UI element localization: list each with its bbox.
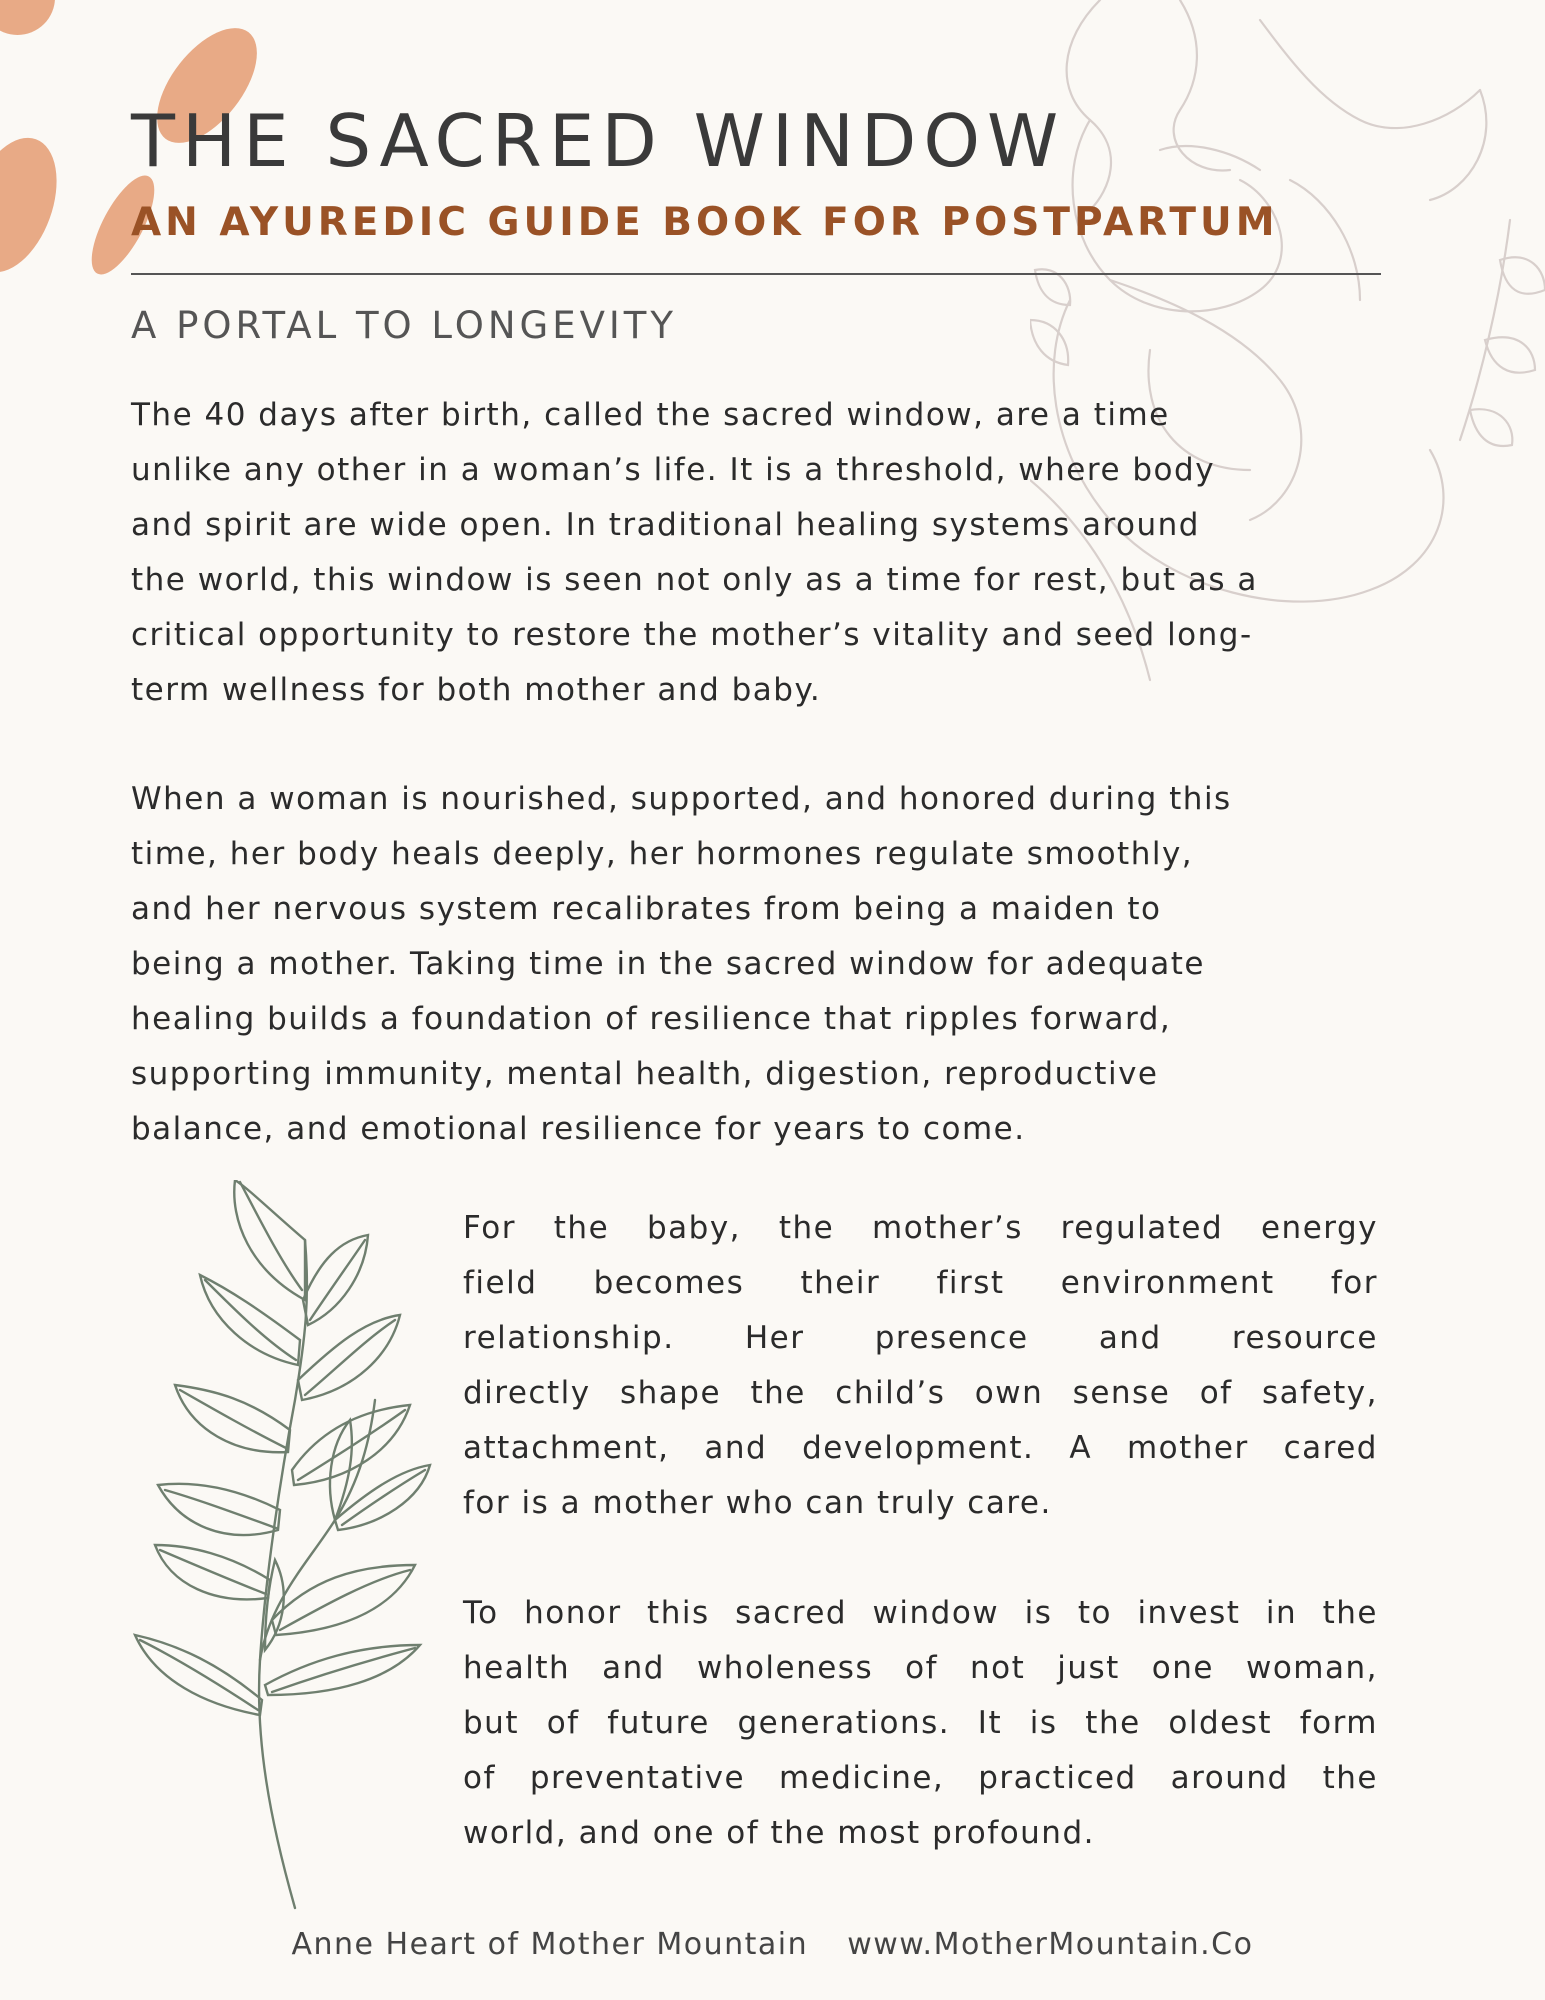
- paragraph-line: and her nervous system recalibrates from being a maiden to: [131, 891, 1162, 927]
- footer: [0, 1925, 1545, 1965]
- body-paragraph: [463, 1586, 1378, 1861]
- paragraph-line: balance, and emotional resilience for years to come.: [131, 1111, 1026, 1147]
- paragraph-line: but of future generations. It is the oldest form: [463, 1705, 1378, 1741]
- paragraph-line: the world, this window is seen not only as a time for rest, but as a: [131, 562, 1258, 598]
- paragraph-line: and spirit are wide open. In traditional healing systems around: [131, 507, 1200, 543]
- paragraph-line: healing builds a foundation of resilience that ripples forward,: [131, 1001, 1172, 1037]
- leaf-branch-icon: [120, 1180, 440, 1920]
- section-heading: A PORTAL TO LONGEVITY: [131, 304, 677, 347]
- paragraph-line: critical opportunity to restore the mother’s vitality and seed long-: [131, 617, 1253, 653]
- paragraph-line: supporting immunity, mental health, digestion, reproductive: [131, 1056, 1159, 1092]
- page-subtitle: AN AYUREDIC GUIDE BOOK FOR POSTPARTUM: [131, 200, 1279, 245]
- paragraph-line: unlike any other in a woman’s life. It is a threshold, where body: [131, 452, 1216, 488]
- paragraph-line: When a woman is nourished, supported, and honored during this: [131, 781, 1232, 817]
- title-divider: [131, 273, 1381, 275]
- body-paragraph: [131, 388, 1421, 718]
- paragraph-line: relationship. Her presence and resource: [463, 1320, 1378, 1356]
- paragraph-line: directly shape the child’s own sense of safety,: [463, 1375, 1378, 1411]
- paragraph-line: The 40 days after birth, called the sacred window, are a time: [131, 397, 1170, 433]
- paragraph-line: for is a mother who can truly care.: [463, 1485, 1052, 1521]
- body-paragraph: [131, 772, 1421, 1157]
- paragraph-line: health and wholeness of not just one woman,: [463, 1650, 1378, 1686]
- paragraph-line: time, her body heals deeply, her hormones regulate smoothly,: [131, 836, 1194, 872]
- brush-stroke-icon: [0, 0, 55, 35]
- footer-author: Anne Heart of Mother Mountain: [291, 1927, 809, 1962]
- paragraph-line: For the baby, the mother’s regulated energy: [463, 1210, 1378, 1246]
- body-paragraph: [463, 1201, 1378, 1531]
- paragraph-line: field becomes their first environment for: [463, 1265, 1378, 1301]
- paragraph-line: To honor this sacred window is to invest in the: [463, 1595, 1378, 1631]
- paragraph-line: being a mother. Taking time in the sacred window for adequate: [131, 946, 1205, 982]
- paragraph-line: of preventative medicine, practiced around the: [463, 1760, 1378, 1796]
- paragraph-line: attachment, and development. A mother cared: [463, 1430, 1378, 1466]
- footer-website-link[interactable]: www.MotherMountain.Co: [847, 1927, 1254, 1962]
- paragraph-line: term wellness for both mother and baby.: [131, 672, 822, 708]
- page-title: THE SACRED WINDOW: [131, 99, 1066, 183]
- paragraph-line: world, and one of the most profound.: [463, 1815, 1095, 1851]
- brush-stroke-icon: [0, 126, 74, 285]
